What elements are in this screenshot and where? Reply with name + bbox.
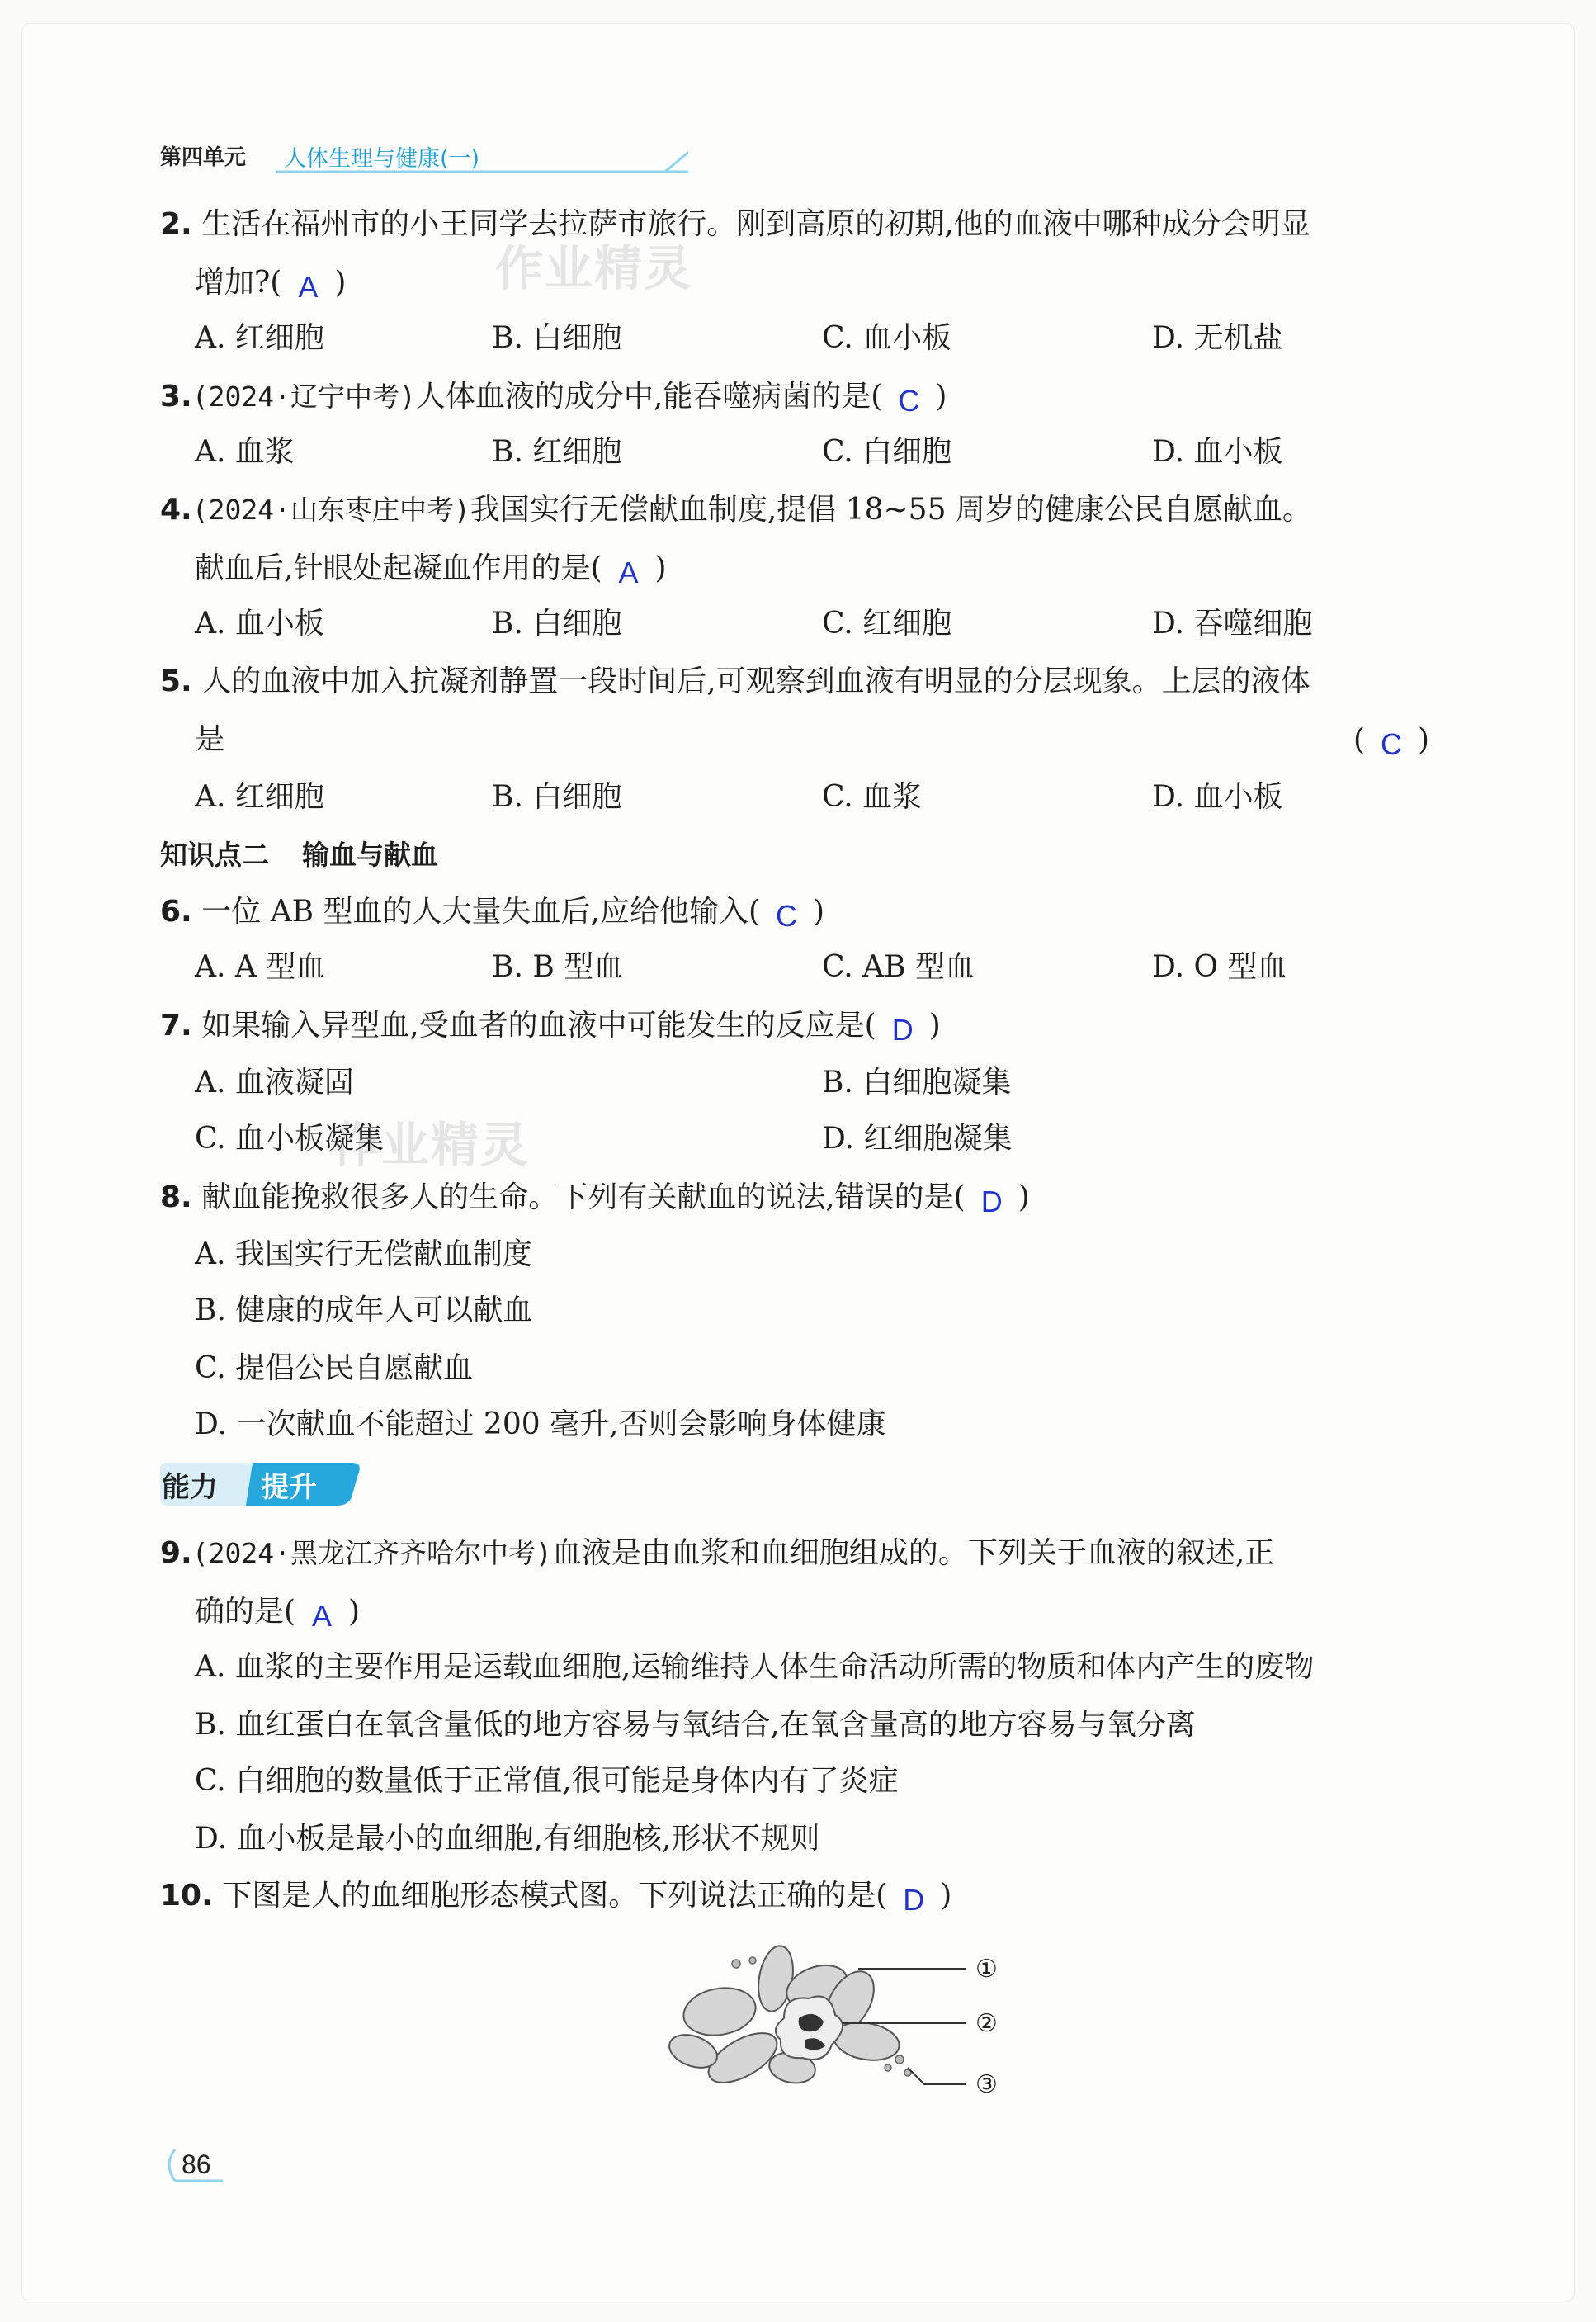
blood-cell-illustration — [660, 1944, 1040, 2109]
option-c: C. 红细胞 — [822, 607, 952, 641]
watermark: 作业精灵 — [495, 240, 694, 296]
option-b: B. 健康的成年人可以献血 — [195, 1293, 533, 1327]
option-a: A. 红细胞 — [195, 780, 324, 814]
question-number: 10. — [160, 1879, 213, 1913]
section-title: 输血与献血 — [302, 839, 438, 871]
unit-header — [160, 139, 688, 175]
watermark: 作业精灵 — [332, 1117, 531, 1173]
option-d: D. O 型血 — [1152, 950, 1287, 984]
answer: C — [776, 899, 798, 933]
bracket: ) — [334, 266, 347, 300]
option-c: C. 血小板凝集 — [195, 1122, 385, 1156]
answer: C — [898, 384, 920, 418]
answer-bracket — [1353, 718, 1429, 762]
question-text: 人的血液中加入抗凝剂静置一段时间后,可观察到血液有明显的分层现象。上层的液体 — [201, 664, 1310, 698]
badge-part2: 提升 — [261, 1471, 317, 1504]
question-4 — [160, 489, 1312, 532]
question-text: 下图是人的血细胞形态模式图。下列说法正确的是( — [222, 1879, 888, 1913]
question-text: 我国实行无偿献血制度,提倡 18~55 周岁的健康公民自愿献血。 — [470, 493, 1312, 527]
option-d: D. 一次献血不能超过 200 毫升,否则会影响身体健康 — [195, 1407, 886, 1441]
question-text: 增加?( — [195, 266, 282, 300]
question-number: 5. — [160, 664, 192, 698]
answer: D — [903, 1883, 925, 1917]
bracket: ) — [935, 380, 947, 414]
answer: D — [980, 1185, 1003, 1218]
option-b: B. B 型血 — [492, 950, 624, 984]
bracket: ) — [928, 1009, 941, 1043]
question-source: (2024·黑龙江齐齐哈尔中考) — [191, 1537, 552, 1569]
option-d: D. 血小板是最小的血细胞,有细胞核,形状不规则 — [195, 1822, 820, 1856]
question-3 — [160, 375, 947, 419]
option-a: A. 血浆的主要作用是运载血细胞,运输维持人体生命活动所需的物质和体内产生的废物 — [195, 1650, 1315, 1684]
bracket: ) — [348, 1595, 361, 1629]
question-10 — [160, 1874, 951, 1918]
question-4-line2 — [195, 546, 667, 590]
bracket: ( — [1353, 723, 1366, 757]
question-text: 如果输入异型血,受血者的血液中可能发生的反应是( — [201, 1009, 876, 1043]
question-2 — [160, 203, 1310, 246]
answer: A — [618, 556, 639, 589]
question-text: 献血后,针眼处起凝血作用的是( — [195, 551, 602, 585]
question-9 — [160, 1532, 1274, 1575]
bracket: ) — [654, 551, 667, 585]
question-text: 是 — [195, 722, 225, 756]
blood-cell-figure — [660, 1944, 1040, 2109]
option-a: A. 我国实行无偿献血制度 — [195, 1237, 532, 1271]
bracket: ) — [1418, 723, 1430, 757]
figure-label-3: ③ — [975, 2070, 998, 2099]
question-7 — [160, 1004, 941, 1048]
question-source: (2024·山东枣庄中考) — [191, 494, 470, 526]
question-number: 7. — [160, 1009, 192, 1043]
option-d: D. 无机盐 — [1152, 321, 1283, 355]
ability-badge — [160, 1461, 366, 1509]
question-number: 9. — [160, 1536, 192, 1570]
option-c: C. AB 型血 — [822, 950, 975, 984]
section-label: 知识点二 — [160, 839, 269, 871]
question-text: 人体血液的成分中,能吞噬病菌的是( — [415, 380, 883, 414]
answer: D — [891, 1013, 914, 1047]
option-c: C. 血浆 — [822, 780, 923, 814]
option-c: C. 白细胞的数量低于正常值,很可能是身体内有了炎症 — [195, 1764, 899, 1798]
question-5 — [160, 660, 1310, 703]
option-c: C. 白细胞 — [822, 435, 952, 469]
option-d: D. 吞噬细胞 — [1152, 607, 1313, 641]
badge-part1: 能力 — [162, 1471, 218, 1504]
unit-label: 第四单元 — [160, 145, 247, 170]
question-text: 生活在福州市的小王同学去拉萨市旅行。刚到高原的初期,他的血液中哪种成分会明显 — [201, 207, 1310, 241]
option-b: B. 白细胞 — [492, 780, 622, 814]
option-a: A. 血浆 — [195, 435, 295, 469]
answer: C — [1381, 727, 1403, 761]
option-a: A. 红细胞 — [195, 321, 324, 355]
section-heading — [160, 834, 438, 873]
question-9-line2 — [195, 1590, 360, 1634]
question-text: 确的是( — [195, 1595, 296, 1629]
option-b: B. 白细胞 — [492, 321, 622, 355]
question-6 — [160, 890, 824, 934]
question-text: 献血能挽救很多人的生命。下列有关献血的说法,错误的是( — [201, 1180, 966, 1214]
question-number: 8. — [160, 1180, 192, 1214]
bracket: ) — [813, 895, 825, 929]
option-a: A. 血小板 — [195, 607, 324, 641]
bracket: ) — [940, 1879, 952, 1913]
option-c: C. 提倡公民自愿献血 — [195, 1351, 474, 1385]
question-source: (2024·辽宁中考) — [191, 381, 416, 413]
question-number: 6. — [160, 895, 192, 929]
option-a: A. 血液凝固 — [195, 1066, 354, 1100]
option-d: D. 红细胞凝集 — [822, 1122, 1013, 1156]
question-8 — [160, 1175, 1030, 1219]
unit-title: 人体生理与健康(一) — [284, 146, 480, 172]
question-5-line2 — [195, 718, 224, 761]
question-number: 3. — [160, 380, 192, 414]
bracket: ) — [1018, 1180, 1030, 1214]
option-c: C. 血小板 — [822, 321, 952, 355]
option-a: A. A 型血 — [195, 950, 326, 984]
answer: A — [298, 270, 319, 304]
option-b: B. 白细胞凝集 — [822, 1066, 1012, 1100]
option-d: D. 血小板 — [1152, 780, 1283, 814]
option-b: B. 红细胞 — [492, 435, 622, 469]
option-b: B. 白细胞 — [492, 607, 622, 641]
question-number: 4. — [160, 493, 192, 527]
answer: A — [312, 1599, 333, 1633]
figure-label-1: ① — [975, 1955, 998, 1984]
figure-label-2: ② — [975, 2009, 998, 2038]
option-d: D. 血小板 — [1152, 435, 1283, 469]
question-number: 2. — [160, 207, 192, 241]
page-number: 86 — [182, 2149, 211, 2179]
question-2-line2 — [195, 261, 346, 305]
option-b: B. 血红蛋白在氧含量低的地方容易与氧结合,在氧含量高的地方容易与氧分离 — [195, 1708, 1196, 1742]
question-text: 一位 AB 型血的人大量失血后,应给他输入( — [201, 895, 761, 929]
question-text: 血液是由血浆和血细胞组成的。下列关于血液的叙述,正 — [551, 1536, 1275, 1570]
